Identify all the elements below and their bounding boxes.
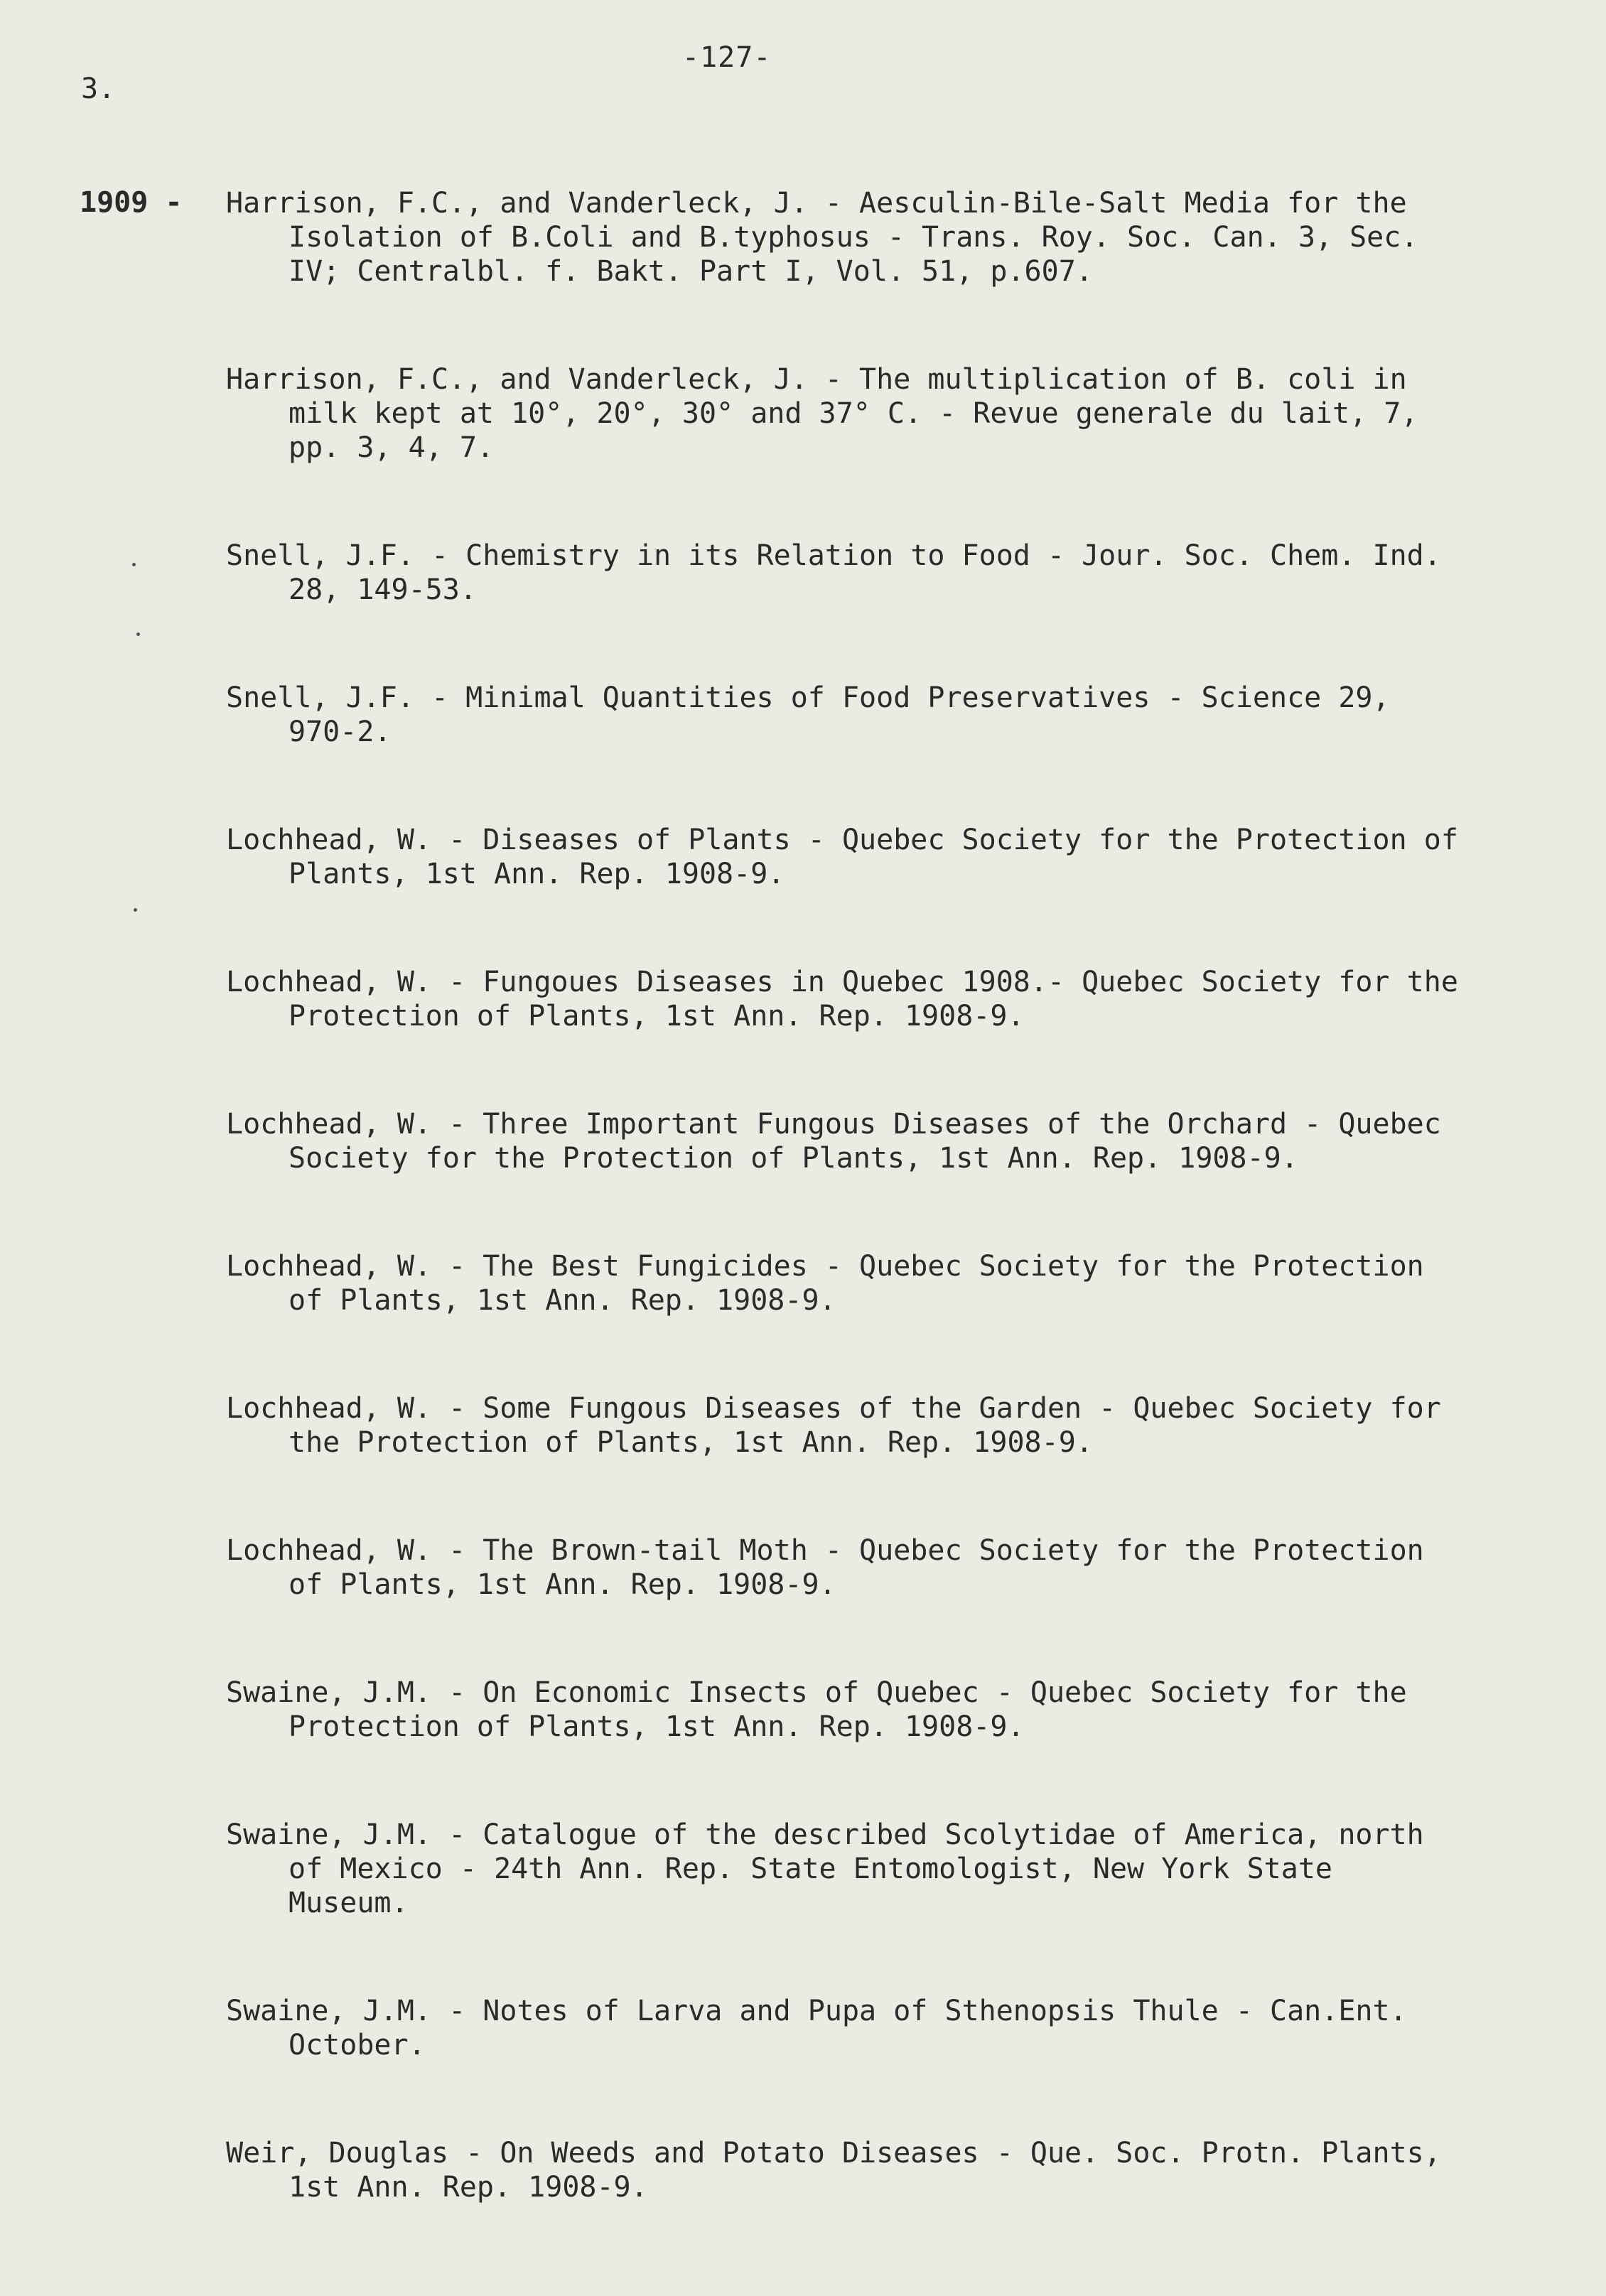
bibliography-entry: Snell, J.F. - Minimal Quantities of Food Preservatives - Science 29, 970-2.	[226, 681, 1390, 748]
bibliography-entry: Swaine, J.M. - Notes of Larva and Pupa of Sthenopsis Thule - Can.Ent. October.	[226, 1995, 1407, 2061]
bibliography-entry: Snell, J.F. - Chemistry in its Relation to Food - Jour. Soc. Chem. Ind. 28, 149-53.	[226, 539, 1441, 606]
bibliography-entry: Swaine, J.M. - On Economic Insects of Quebec - Quebec Society for the Protection of Plants, 1st Ann. Rep. 1908-9.	[226, 1676, 1407, 1743]
section-number: 3.	[81, 72, 116, 105]
bibliography-entry: Lochhead, W. - Three Important Fungous Diseases of the Orchard - Quebec Society for the Protection of Plants, 1st Ann. Rep. 1908-9.	[226, 1108, 1441, 1175]
bibliography-entry: Harrison, F.C., and Vanderleck, J. - Aesculin-Bile-Salt Media for the Isolation of B.Coli and B.typhosus - Trans. Roy. Soc. Can. 3, Sec. IV; Centralbl. f. Bakt. Part I, Vol. 51, p.607.	[226, 187, 1418, 288]
bibliography-entry: Lochhead, W. - Fungoues Diseases in Quebec 1908.- Quebec Society for the Protection of Plants, 1st Ann. Rep. 1908-9.	[226, 966, 1458, 1033]
bibliography-entry: Harrison, F.C., and Vanderleck, J. - The multiplication of B. coli in milk kept at 10°, 20°, 30° and 37° C. - Revue generale du lait, 7, pp. 3, 4, 7.	[226, 363, 1418, 464]
bibliography-entry: Lochhead, W. - The Brown-tail Moth - Quebec Society for the Protection of Plants, 1st Ann. Rep. 1908-9.	[226, 1534, 1424, 1601]
bibliography-entry: Lochhead, W. - Diseases of Plants - Quebec Society for the Protection of Plants, 1st Ann. Rep. 1908-9.	[226, 824, 1458, 890]
bibliography-list	[226, 186, 1462, 2278]
stray-mark	[136, 632, 140, 636]
page-number: -127-	[682, 41, 772, 74]
bibliography-entry: Weir, Douglas - On Weeds and Potato Diseases - Que. Soc. Protn. Plants, 1st Ann. Rep. 1908-9.	[226, 2137, 1441, 2204]
bibliography-entry: Swaine, J.M. - Catalogue of the described Scolytidae of America, north of Mexico - 24th Ann. Rep. State Entomologist, New York State Museum.	[226, 1818, 1424, 1919]
entry-year: 1909 -	[80, 186, 183, 219]
bibliography-entry: Lochhead, W. - The Best Fungicides - Quebec Society for the Protection of Plants, 1st Ann. Rep. 1908-9.	[226, 1250, 1424, 1317]
bibliography-entry: Lochhead, W. - Some Fungous Diseases of the Garden - Quebec Society for the Protection of Plants, 1st Ann. Rep. 1908-9.	[226, 1392, 1441, 1459]
stray-mark	[132, 563, 136, 566]
stray-mark	[134, 908, 137, 912]
